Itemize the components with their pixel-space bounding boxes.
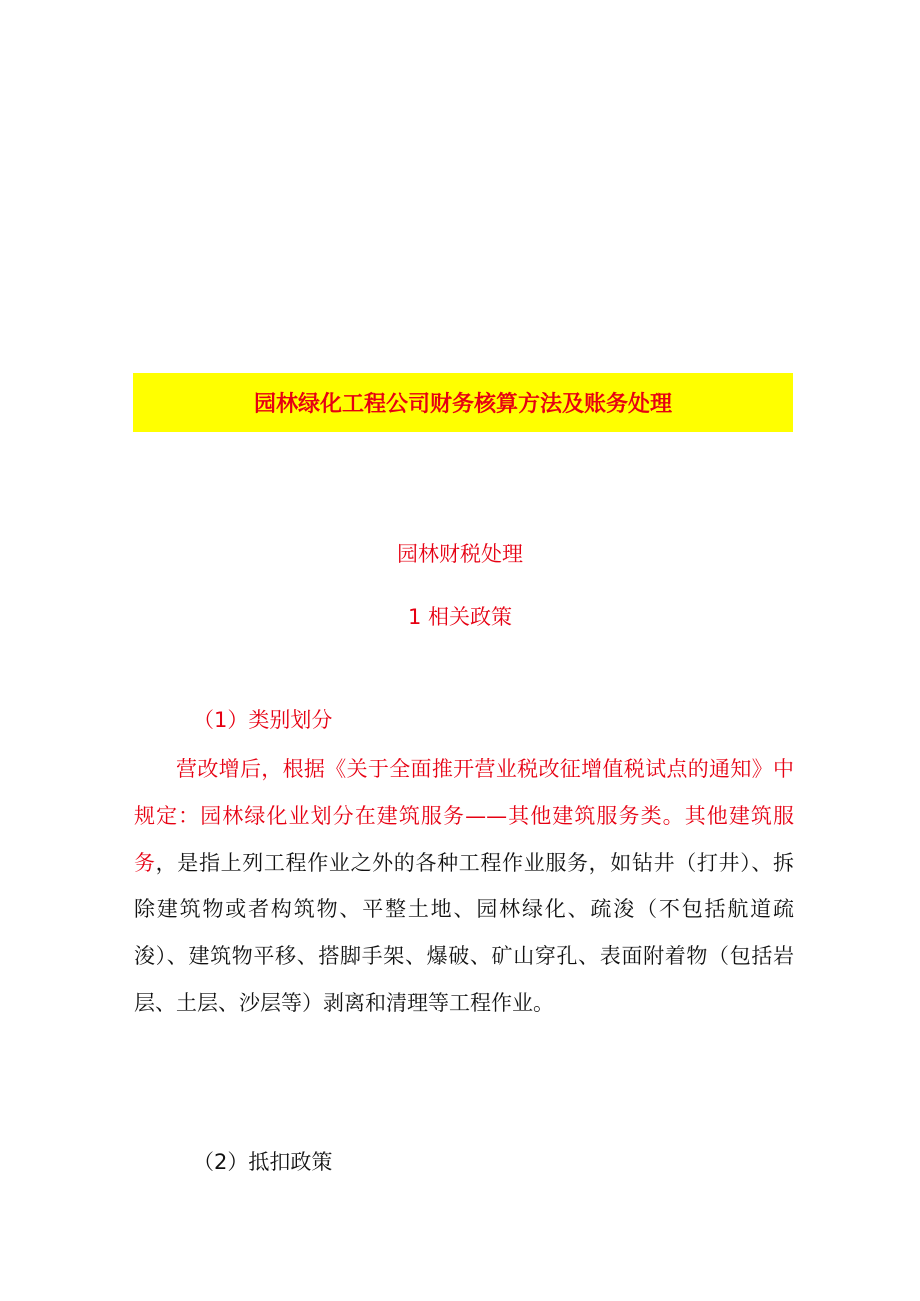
- body-paragraph: [134, 746, 794, 1027]
- document-title: 园林绿化工程公司财务核算方法及账务处理: [253, 392, 672, 417]
- section-title: 园林财税处理: [397, 542, 523, 566]
- subsection-heading-category: （1）类别划分: [193, 708, 333, 732]
- subsection-heading-deduction: （2）抵扣政策: [193, 1150, 333, 1174]
- paragraph-red-text: 营改增后，根据《关于全面推开营业税改征增值税试点的通知》中规定：园林绿化业划分在建筑服务——其他建筑服务类。其他建筑服务: [134, 757, 794, 875]
- title-banner: [133, 373, 793, 432]
- paragraph-black-text: ，是指上列工程作业之外的各种工程作业服务，如钻井（打井）、拆除建筑物或者构筑物、平整土地、园林绿化、疏浚（不包括航道疏浚）、建筑物平移、搭脚手架、爆破、矿山穿孔、表面附着物（包括岩层、土层、沙层等）剥离和清理等工程作业。: [134, 850, 795, 1015]
- section-number-heading: 1 相关政策: [407, 605, 513, 629]
